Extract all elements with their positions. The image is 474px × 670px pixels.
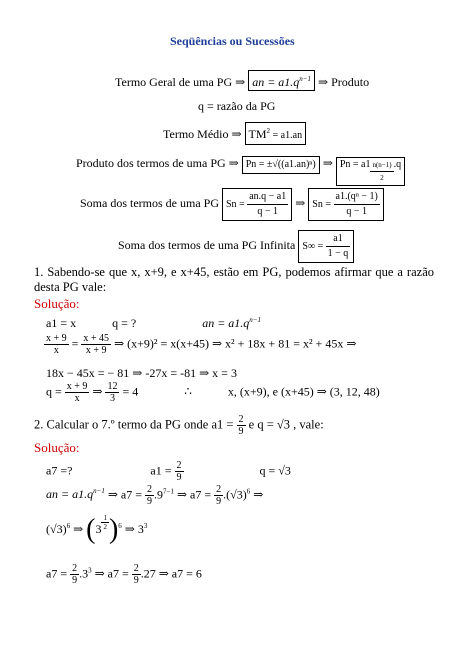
q2-a1: a1 = bbox=[150, 463, 172, 478]
arrow-icon: ⇒ bbox=[92, 384, 103, 399]
q2-line2: an = $a1.q^{n-1}$ ⇒ a7 = $\frac{2}{9}$ $.9^{7-1}$ ⇒ a7 = $\frac{2}{9}$ $.(√3)^6$ ⇒ bbox=[46, 484, 264, 507]
produto-row bbox=[76, 150, 405, 186]
q2-line4: a7 = $\frac{2}{9}$ $.3^3$ ⇒ a7 = $\frac{2}{9}$ .27 ⇒ a7 = 6 bbox=[46, 563, 202, 586]
q1-line2 bbox=[44, 333, 356, 356]
soma-infinita-row bbox=[118, 230, 354, 263]
soma-infinita-label: Soma dos termos de uma PG Infinita bbox=[118, 237, 296, 252]
produto-termos-label: Produto dos termos de uma PG bbox=[76, 156, 226, 170]
termo-geral-row bbox=[115, 70, 369, 91]
q2-statement: 2. Calcular o 7.º termo da PG onde a1 = $\frac{2}{9}$ e q = √3 , vale: bbox=[34, 414, 324, 437]
q1-line1 bbox=[46, 316, 466, 331]
q2-q: q = √3 bbox=[259, 463, 291, 478]
q1-line4 bbox=[46, 381, 380, 404]
soma-formula-2: Sn = $\frac{\text{a1.(qⁿ − 1)}}{q - 1}$ bbox=[308, 188, 384, 221]
q1-frac4: $\frac{12}{3}$ bbox=[107, 381, 118, 404]
q1-frac2: $\frac{x + 45}{x + 9}$ bbox=[83, 333, 110, 356]
soma-infinita-formula: S∞ = $\frac{a1}{1 - q}$ bbox=[298, 230, 354, 263]
termo-medio-formula: $TM^2 = a1.an$ bbox=[245, 122, 307, 145]
q1-statement: 1. Sabendo-se que x, x+9, e x+45, estão em PG, podemos afirmar que a razão desta PG vale: bbox=[34, 265, 434, 294]
q2-a7: a7 =? bbox=[46, 463, 73, 478]
produto-label: Produto bbox=[331, 75, 370, 89]
produto-formula-2: Pn = a1 $\frac{n(n-1)}{2}$ .q bbox=[336, 157, 405, 186]
q1-a1: a1 = x bbox=[46, 316, 77, 330]
produto-formula-1: Pn = ±√((a1.an)ⁿ) bbox=[242, 156, 320, 174]
q2-frac: $\frac{2}{9}$ bbox=[238, 414, 244, 437]
q-definition: q = razão da PG bbox=[198, 99, 276, 113]
arrow-icon: ⇒ bbox=[231, 127, 242, 141]
therefore-icon: ∴ bbox=[184, 384, 192, 399]
arrow-icon: ⇒ bbox=[235, 75, 246, 89]
arrow-icon: ⇒ bbox=[322, 156, 333, 170]
q1-solucao: Solução: bbox=[34, 296, 80, 311]
q2-line3: $(√3)^6$ ⇒ (3 $\frac{1}{2}$ )$^6$ ⇒ $3^3$ bbox=[46, 514, 148, 545]
q1-formula: an = $a1.q^{n-1}$ bbox=[202, 316, 262, 330]
q1-derivation: ⇒ (x+9)² = x(x+45) ⇒ x² + 18x + 81 = x² + 45x ⇒ bbox=[114, 336, 357, 351]
termo-medio-row bbox=[163, 122, 306, 145]
q-eq: q = bbox=[46, 384, 62, 399]
equals: = bbox=[71, 336, 79, 351]
q1-q: q = ? bbox=[112, 316, 137, 330]
soma-row bbox=[80, 188, 384, 221]
q1-answer: x, (x+9), e (x+45) ⇒ (3, 12, 48) bbox=[227, 384, 380, 399]
termo-medio-label: Termo Médio bbox=[163, 127, 229, 141]
q1-frac3: $\frac{x + 9}{x}$ bbox=[66, 381, 88, 404]
page-title: Seqüências ou Sucessões bbox=[170, 34, 295, 48]
q2-solucao: Solução: bbox=[34, 440, 80, 455]
termo-geral-label: Termo Geral de uma PG bbox=[115, 75, 233, 89]
soma-label: Soma dos termos de uma PG bbox=[80, 195, 219, 210]
termo-geral-formula: an = $a1.q^{n-1}$ bbox=[248, 70, 315, 91]
arrow-icon: ⇒ bbox=[318, 75, 329, 89]
q1-result: = 4 bbox=[122, 384, 139, 399]
soma-formula-1: Sn = $\frac{an.q - a1}{q - 1}$ bbox=[222, 188, 292, 221]
arrow-icon: ⇒ bbox=[295, 195, 306, 210]
arrow-icon: ⇒ bbox=[228, 156, 239, 170]
q2-line1: a7 =? a1 = $\frac{2}{9}$ q = √3 bbox=[46, 460, 291, 483]
q1-frac1: $\frac{x + 9}{x}$ bbox=[46, 333, 67, 356]
q1-line3: 18x − 45x = − 81 ⇒ -27x = -81 ⇒ x = 3 bbox=[46, 366, 237, 380]
